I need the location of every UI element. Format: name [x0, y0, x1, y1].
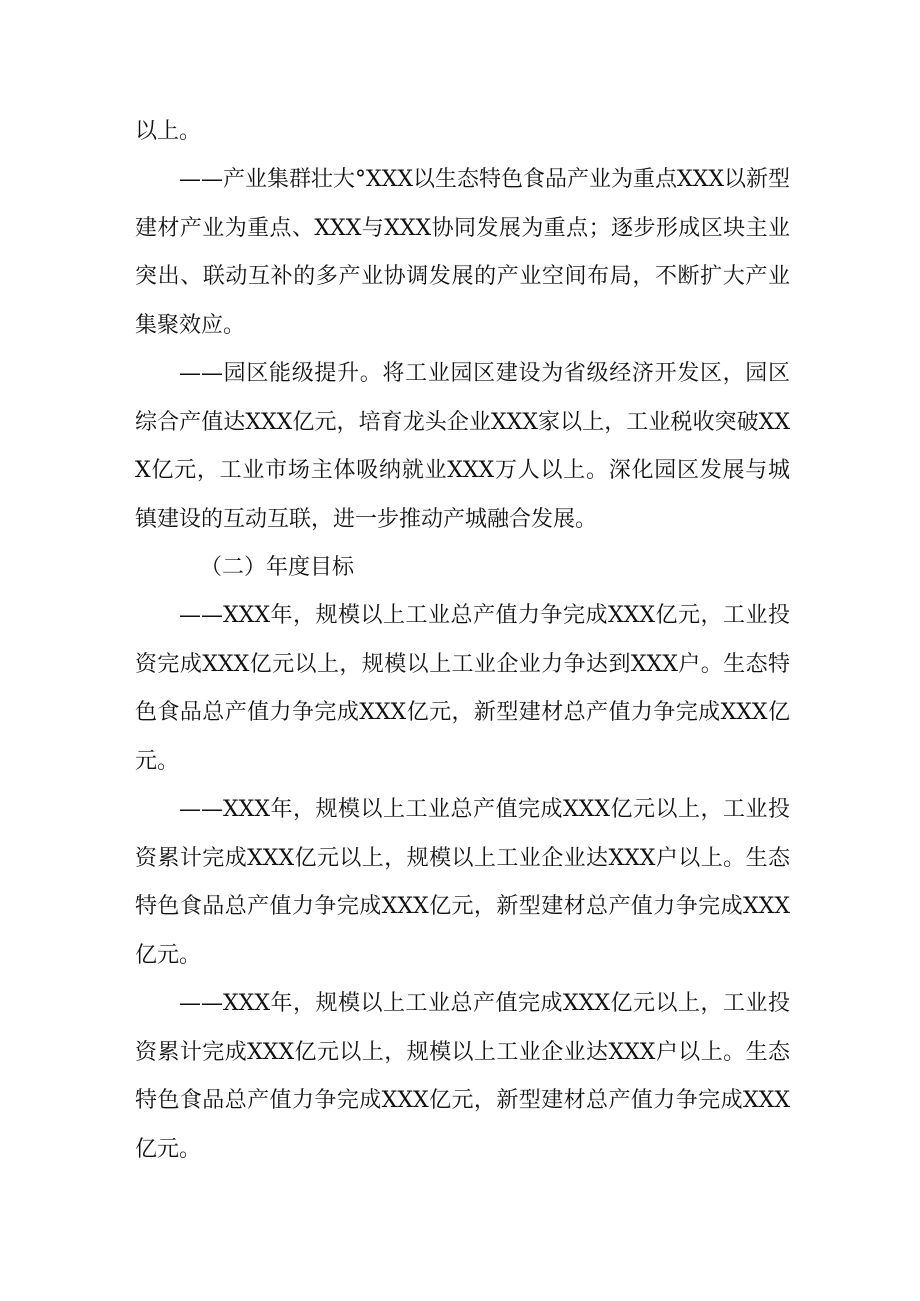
paragraph-annual-goal-1: ——XXX年，规模以上工业总产值力争完成XXX亿元，工业投资完成XXX亿元以上，规模以上工业企业力争达到XXX户。生态特色食品总产值力争完成XXX亿元，新型建材总产值力争完成XXX亿元。	[135, 603, 790, 774]
paragraph-continuation: 以上。	[135, 119, 202, 144]
section-heading-annual-goals: （二）年度目标	[200, 555, 355, 580]
paragraph-park-level: ——园区能级提升。将工业园区建设为省级经济开发区，园区综合产值达XXX亿元，培育龙头企业XXX家以上，工业税收突破XXX亿元，工业市场主体吸纳就业XXX万人以上。深化园区发展与城镇建设的互动互联，进一步推动产城融合发展。	[135, 361, 790, 532]
paragraph-annual-goal-2: ——XXX年，规模以上工业总产值完成XXX亿元以上，工业投资累计完成XXX亿元以上，规模以上工业企业达XXX户以上。生态特色食品总产值力争完成XXX亿元，新型建材总产值力争完成XXX亿元。	[135, 797, 790, 968]
paragraph-annual-goal-3: ——XXX年，规模以上工业总产值完成XXX亿元以上，工业投资累计完成XXX亿元以上，规模以上工业企业达XXX户以上。生态特色食品总产值力争完成XXX亿元，新型建材总产值力争完成XXX亿元。	[135, 991, 790, 1162]
paragraph-industrial-cluster: ——产业集群壮大°XXX以生态特色食品产业为重点XXX以新型建材产业为重点、XXX与XXX协同发展为重点；逐步形成区块主业突出、联动互补的多产业协调发展的产业空间布局，不断扩大产业集聚效应。	[135, 167, 790, 338]
